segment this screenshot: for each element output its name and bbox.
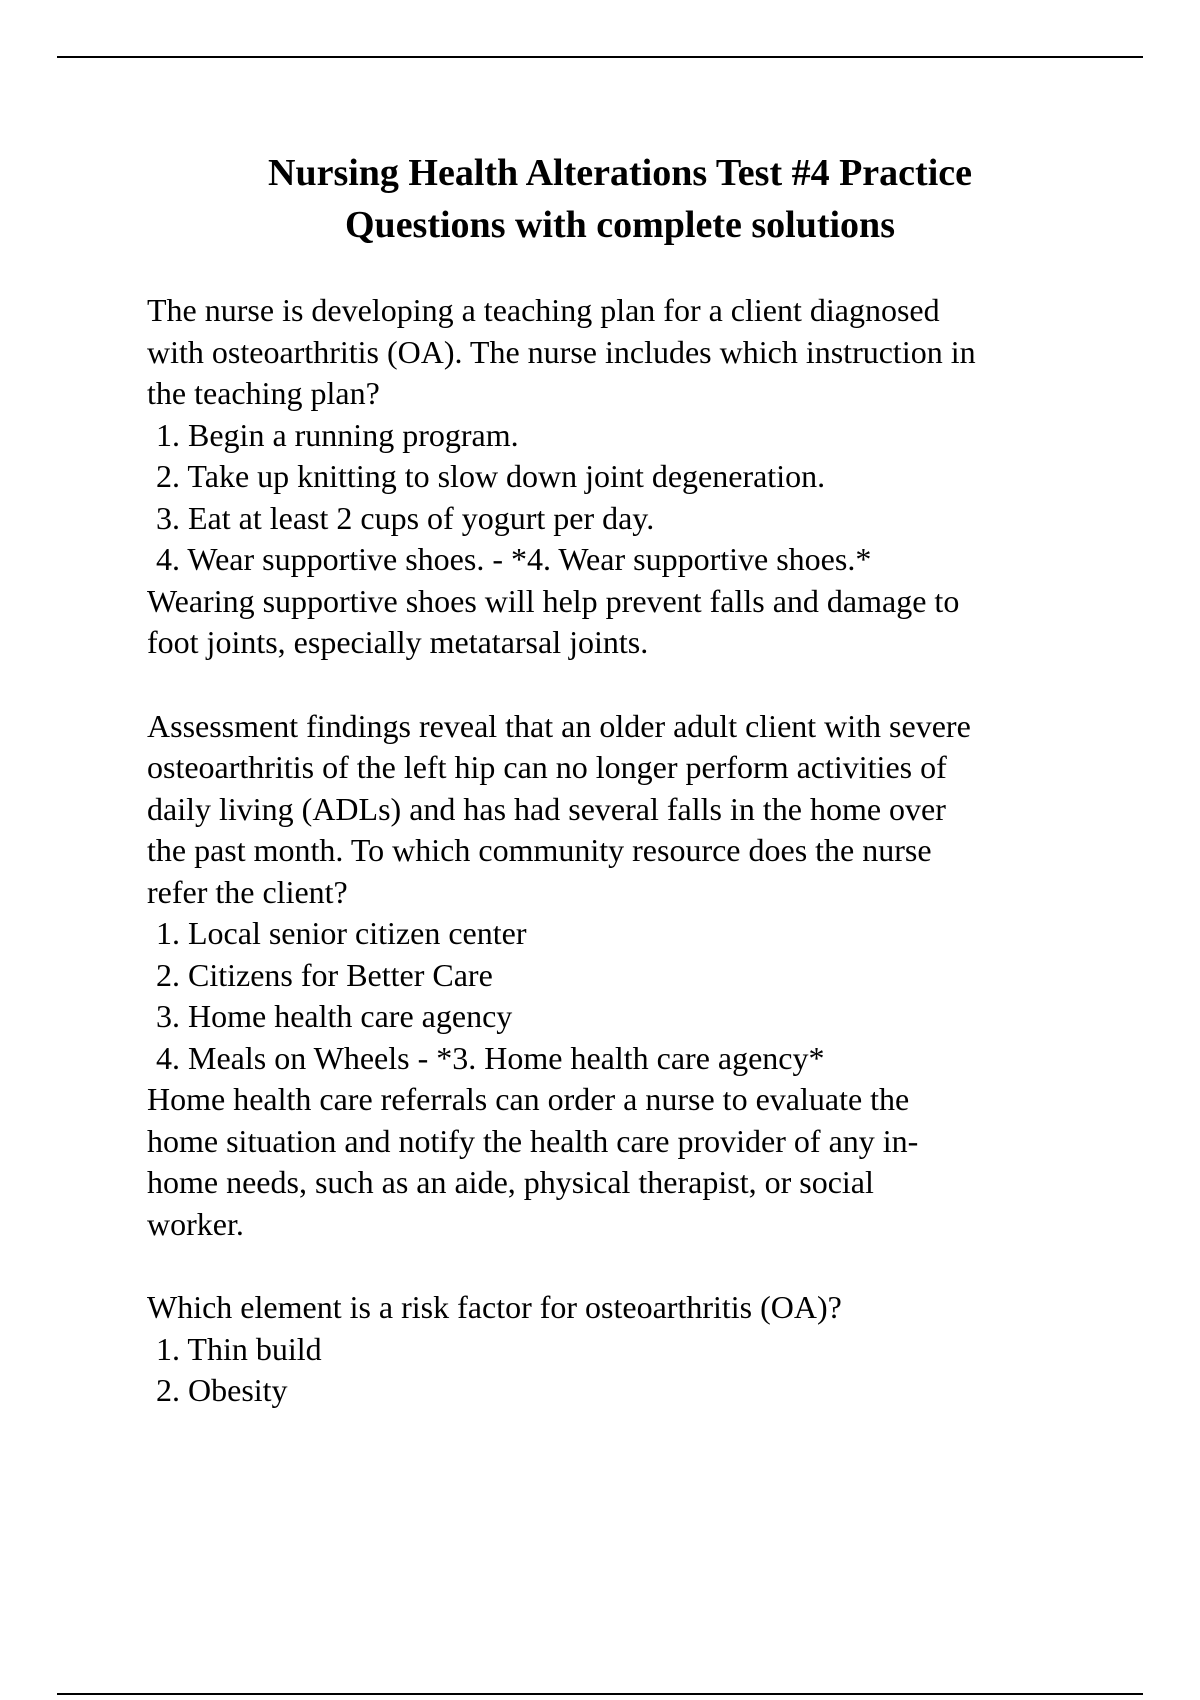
question-2	[147, 706, 1107, 1246]
answer-option: 1. Local senior citizen center	[156, 915, 527, 951]
question-stem-line: the past month. To which community resource does the nurse	[147, 832, 932, 868]
answer-option: 2. Citizens for Better Care	[156, 956, 493, 993]
rationale-line: Home health care referrals can order a nurse to evaluate the	[147, 1081, 910, 1117]
answer-option: 4. Wear supportive shoes. - *4. Wear supportive shoes.*	[156, 541, 872, 577]
answer-option: 1. Begin a running program.	[156, 416, 519, 453]
answer-option: 4. Meals on Wheels - *3. Home health care agency*	[156, 1039, 825, 1076]
question-3	[147, 1287, 1107, 1412]
question-stem-line: the teaching plan?	[147, 375, 380, 411]
document-body	[147, 290, 1107, 1454]
question-stem-line: Which element is a risk factor for osteoarthritis (OA)?	[147, 1289, 842, 1325]
rationale-line: foot joints, especially metatarsal joints.	[147, 624, 649, 660]
answer-option: 1. Thin build	[156, 1330, 322, 1367]
document-title	[140, 147, 1100, 251]
title-line: Questions with complete solutions	[345, 204, 895, 246]
bottom-rule	[57, 1693, 1143, 1695]
rationale-line: home situation and notify the health care provider of any in-	[147, 1122, 919, 1159]
title-line: Nursing Health Alterations Test #4 Practice	[268, 152, 972, 194]
question-stem-line: Assessment findings reveal that an older adult client with severe	[147, 707, 971, 744]
answer-option: 2. Obesity	[156, 1372, 288, 1408]
rationale-line: worker.	[147, 1205, 244, 1242]
answer-option: 3. Home health care agency	[156, 998, 513, 1034]
question-stem-line: with osteoarthritis (OA). The nurse includes which instruction in	[147, 333, 976, 370]
question-1	[147, 290, 1107, 664]
question-stem-line: osteoarthritis of the left hip can no longer perform activities of	[147, 749, 947, 785]
answer-option: 3. Eat at least 2 cups of yogurt per day.	[156, 499, 655, 536]
answer-option: 2. Take up knitting to slow down joint degeneration.	[156, 458, 826, 494]
question-stem-line: refer the client?	[147, 873, 348, 910]
question-stem-line: The nurse is developing a teaching plan for a client diagnosed	[147, 292, 940, 328]
top-rule	[57, 56, 1143, 58]
question-stem-line: daily living (ADLs) and has had several falls in the home over	[147, 790, 946, 827]
rationale-line: Wearing supportive shoes will help prevent falls and damage to	[147, 582, 960, 619]
rationale-line: home needs, such as an aide, physical therapist, or social	[147, 1164, 874, 1200]
